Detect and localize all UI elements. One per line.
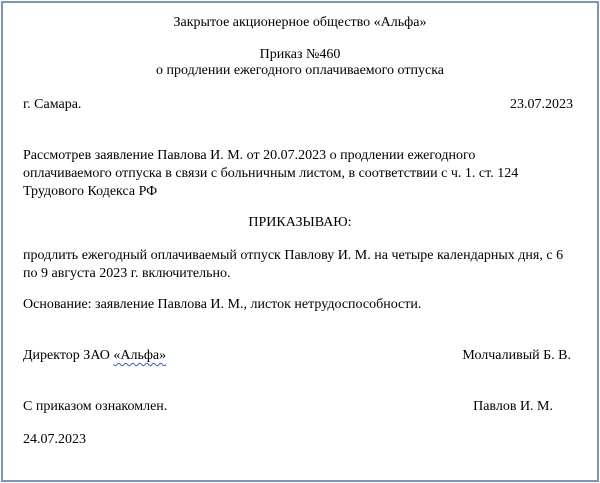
order-date: 23.07.2023 — [510, 97, 573, 112]
acknowledged-date: 24.07.2023 — [23, 432, 86, 447]
director-name: Молчаливый Б. В. — [462, 348, 571, 363]
acknowledged-label: С приказом ознакомлен. — [23, 399, 168, 414]
preamble-line-2: оплачиваемого отпуска в связи с больничным листом, в соответствии с ч. 1. ст. 124 — [23, 166, 519, 181]
document-page — [1, 1, 599, 482]
order-text-line-2: по 9 августа 2023 г. включительно. — [23, 266, 231, 281]
order-title: Приказ №460 — [259, 47, 341, 62]
decree-heading: ПРИКАЗЫВАЮ: — [248, 215, 352, 230]
order-text-line-1: продлить ежегодный оплачиваемый отпуск Павлову И. М. на четыре календарных дня, с 6 — [23, 248, 564, 263]
order-subject: о продлении ежегодного оплачиваемого отпуска — [155, 63, 445, 78]
director-label-prefix: Директор ЗАО — [23, 348, 114, 363]
preamble-line-1: Рассмотрев заявление Павлова И. М. от 20.07.2023 о продлении ежегодного — [23, 148, 476, 163]
employee-name: Павлов И. М. — [473, 399, 553, 414]
company-name: Закрытое акционерное общество «Альфа» — [173, 15, 427, 30]
preamble-line-3: Трудового Кодекса РФ — [23, 184, 158, 199]
city: г. Самара. — [23, 97, 82, 112]
director-label — [23, 348, 166, 364]
director-label-company: «Альфа» — [113, 348, 167, 363]
basis-text: Основание: заявление Павлова И. М., листок нетрудоспособности. — [23, 297, 422, 312]
